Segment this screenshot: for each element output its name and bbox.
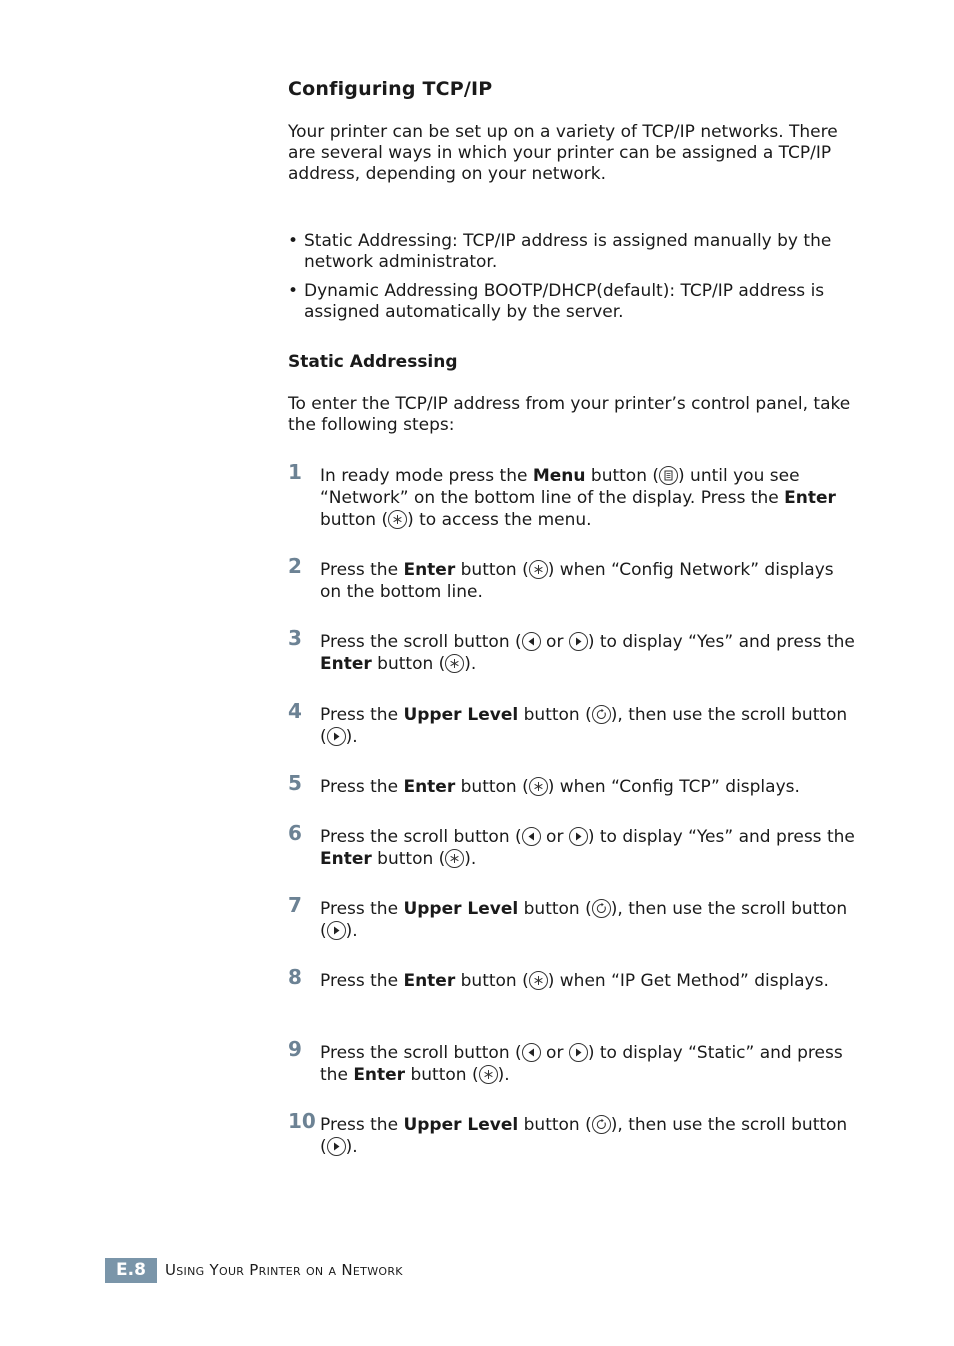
- enter-asterisk-icon: [529, 777, 548, 796]
- enter-asterisk-icon: [388, 510, 407, 529]
- step-number: 3: [288, 626, 302, 650]
- step-8: 8 Press the Enter button ( ) when “IP Get Method” displays.: [288, 965, 829, 991]
- scroll-right-icon: [569, 1043, 588, 1062]
- enter-asterisk-icon: [529, 560, 548, 579]
- step-number: 1: [288, 460, 302, 484]
- sub-intro-paragraph: To enter the TCP/IP address from your printer’s control panel, take the following steps:: [288, 394, 851, 435]
- scroll-right-icon: [327, 921, 346, 940]
- step-number: 2: [288, 554, 302, 578]
- section-subheading: Static Addressing: [288, 352, 458, 372]
- step-number: 5: [288, 771, 302, 795]
- step-5: 5 Press the Enter button ( ) when “Config TCP” displays.: [288, 771, 800, 797]
- step-1: 1 In ready mode press the Menu button ( ) until you see “Network” on the bottom line of the display. Press the Enter button ( ) to access the menu.: [288, 460, 836, 530]
- intro-paragraph: Your printer can be set up on a variety of TCP/IP networks. There are several ways in which your printer can be assigned a TCP/IP address, depending on your network.: [288, 122, 838, 184]
- step-number: 9: [288, 1037, 302, 1061]
- bullet-symbol: •: [288, 231, 299, 251]
- enter-asterisk-icon: [445, 654, 464, 673]
- step-9: 9 Press the scroll button ( or ) to display “Static” and press the Enter button ( ).: [288, 1037, 843, 1085]
- step-2: 2 Press the Enter button ( ) when “Config Network” displays on the bottom line.: [288, 554, 834, 602]
- scroll-left-icon: [522, 827, 541, 846]
- step-4: 4 Press the Upper Level button ( ), then use the scroll button ( ).: [288, 699, 848, 747]
- enter-asterisk-icon: [529, 971, 548, 990]
- bullet-symbol: •: [288, 281, 299, 301]
- scroll-right-icon: [327, 1137, 346, 1156]
- upper-level-icon: [592, 1115, 611, 1134]
- step-10: 10 Press the Upper Level button ( ), then use the scroll button ( ).: [288, 1109, 848, 1157]
- bullet-text: Dynamic Addressing BOOTP/DHCP(default): TCP/IP address is assigned automatically by the server.: [304, 281, 825, 322]
- step-6: 6 Press the scroll button ( or ) to display “Yes” and press the Enter button ( ).: [288, 821, 855, 869]
- scroll-right-icon: [569, 827, 588, 846]
- page-title: Configuring TCP/IP: [288, 78, 493, 100]
- step-number: 4: [288, 699, 302, 723]
- step-7: 7 Press the Upper Level button ( ), then use the scroll button ( ).: [288, 893, 848, 941]
- list-item: [288, 281, 854, 323]
- menu-button-icon: [659, 466, 678, 485]
- step-number: 6: [288, 821, 302, 845]
- scroll-right-icon: [327, 727, 346, 746]
- scroll-left-icon: [522, 1043, 541, 1062]
- enter-asterisk-icon: [479, 1065, 498, 1084]
- page-number-tab: E.8: [105, 1258, 157, 1283]
- bullet-text: Static Addressing: TCP/IP address is assigned manually by the network administrator.: [304, 231, 832, 272]
- step-number: 7: [288, 893, 302, 917]
- scroll-right-icon: [569, 632, 588, 651]
- enter-asterisk-icon: [445, 849, 464, 868]
- list-item: [288, 231, 854, 273]
- step-3: 3 Press the scroll button ( or ) to display “Yes” and press the Enter button ( ).: [288, 626, 855, 674]
- scroll-left-icon: [522, 632, 541, 651]
- chapter-title: Using Your Printer on a Network: [165, 1261, 403, 1279]
- upper-level-icon: [592, 705, 611, 724]
- step-number: 8: [288, 965, 302, 989]
- upper-level-icon: [592, 899, 611, 918]
- step-number: 10: [288, 1109, 316, 1133]
